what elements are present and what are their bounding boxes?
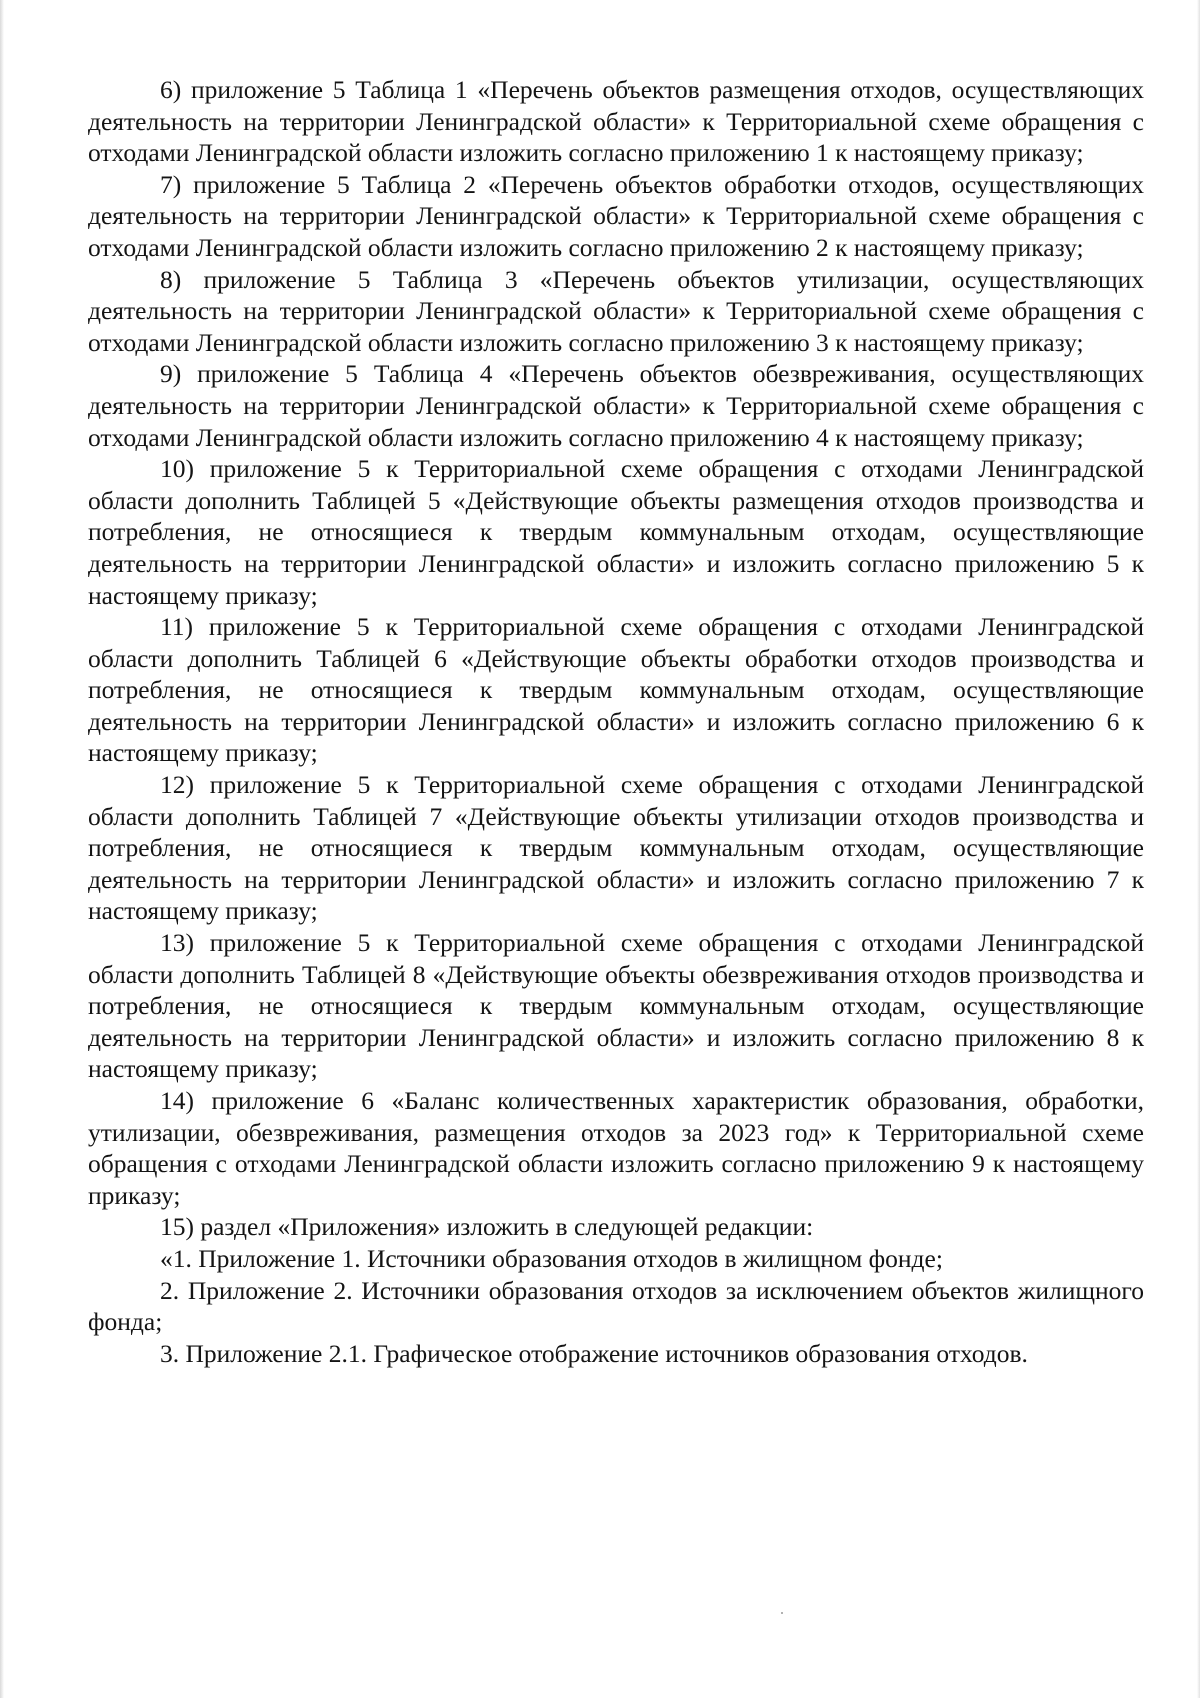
paragraph-item-10: 10) приложение 5 к Территориальной схеме обращения с отходами Ленинградской области дополнить Таблицей 5 «Действующие объекты размещения отходов производства и потребления, не относящиеся к твердым коммунальным отходам, осуществляющие деятельность на территории Ленинградской области» и изложить согласно приложению 5 к настоящему приказу; <box>88 454 1144 610</box>
paragraph-item-15: 15) раздел «Приложения» изложить в следующей редакции: <box>160 1212 814 1242</box>
appendix-list-item-3: 3. Приложение 2.1. Графическое отображение источников образования отходов. <box>160 1338 1028 1368</box>
scan-speck <box>781 1612 783 1614</box>
paragraph-item-8: 8) приложение 5 Таблица 3 «Перечень объектов утилизации, осуществляющих деятельность на территории Ленинградской области» к Территориальной схеме обращения с отходами Ленинградской области изложить согласно приложению 3 к настоящему приказу; <box>88 264 1144 357</box>
appendix-list-item-1: «1. Приложение 1. Источники образования отходов в жилищном фонде; <box>160 1243 943 1273</box>
paragraph-item-14: 14) приложение 6 «Баланс количественных характеристик образования, обработки, утилизации, обезвреживания, размещения отходов за 2023 год» к Территориальной схеме обращения с отходами Ленинградской области изложить согласно приложению 9 к настоящему приказу; <box>88 1086 1144 1210</box>
paragraph-item-13: 13) приложение 5 к Территориальной схеме обращения с отходами Ленинградской области дополнить Таблицей 8 «Действующие объекты обезвреживания отходов производства и потребления, не относящиеся к твердым коммунальным отходам, осуществляющие деятельность на территории Ленинградской области» и изложить согласно приложению 8 к настоящему приказу; <box>88 928 1144 1084</box>
scan-edge-left <box>0 0 4 1698</box>
document-body <box>88 74 1144 1369</box>
appendix-list-item-2: 2. Приложение 2. Источники образования отходов за исключением объектов жилищного фонда; <box>88 1275 1144 1337</box>
paragraph-item-6: 6) приложение 5 Таблица 1 «Перечень объектов размещения отходов, осуществляющих деятельность на территории Ленинградской области» к Территориальной схеме обращения с отходами Ленинградской области изложить согласно приложению 1 к настоящему приказу; <box>88 75 1144 168</box>
paragraph-item-11: 11) приложение 5 к Территориальной схеме обращения с отходами Ленинградской области дополнить Таблицей 6 «Действующие объекты обработки отходов производства и потребления, не относящиеся к твердым коммунальным отходам, осуществляющие деятельность на территории Ленинградской области» и изложить согласно приложению 6 к настоящему приказу; <box>88 612 1144 768</box>
paragraph-item-7: 7) приложение 5 Таблица 2 «Перечень объектов обработки отходов, осуществляющих деятельность на территории Ленинградской области» к Территориальной схеме обращения с отходами Ленинградской области изложить согласно приложению 2 к настоящему приказу; <box>88 169 1144 262</box>
paragraph-item-9: 9) приложение 5 Таблица 4 «Перечень объектов обезвреживания, осуществляющих деятельность на территории Ленинградской области» к Территориальной схеме обращения с отходами Ленинградской области изложить согласно приложению 4 к настоящему приказу; <box>88 359 1144 452</box>
paragraph-item-12: 12) приложение 5 к Территориальной схеме обращения с отходами Ленинградской области дополнить Таблицей 7 «Действующие объекты утилизации отходов производства и потребления, не относящиеся к твердым коммунальным отходам, осуществляющие деятельность на территории Ленинградской области» и изложить согласно приложению 7 к настоящему приказу; <box>88 770 1144 926</box>
